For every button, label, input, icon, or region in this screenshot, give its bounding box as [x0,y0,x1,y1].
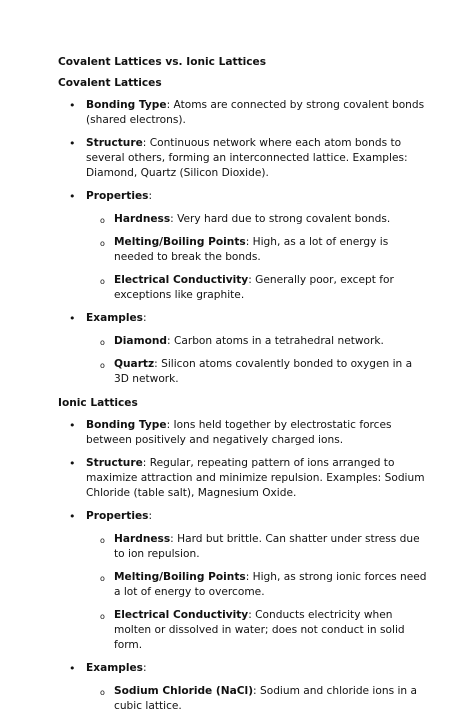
item-label: Bonding Type [86,99,167,111]
list-item [58,98,428,128]
list-item [58,136,428,181]
sub-bullet-icon: o [100,338,105,347]
subitem-text: : High, as a lot of energy is needed to break the bonds. [114,236,389,263]
examples-sublist [86,334,428,387]
document-body [58,55,428,722]
sub-list-item [86,532,428,562]
subitem-label: Quartz [114,358,155,370]
document-title: Covalent Lattices vs. Ionic Lattices [58,56,267,68]
item-text: : Ions held together by electrostatic forces between positively and negatively charged ions. [86,419,392,446]
list-item [58,456,428,501]
subitem-text: : High, as strong ionic forces need a lot of energy to overcome. [114,571,427,598]
item-text: : Regular, repeating pattern of ions arranged to maximize attraction and minimize repulsion. Examples: Sodium Chloride (table salt), Magnesium Oxide. [86,457,425,499]
sub-bullet-icon: o [100,574,105,583]
subitem-label: Melting/Boiling Points [114,571,246,583]
subitem-label: Melting/Boiling Points [114,236,246,248]
item-text: : [142,312,147,324]
subitem-label: Electrical Conductivity [114,274,249,286]
bullet-icon: • [69,419,76,432]
subitem-text: : Hard but brittle. Can shatter under stress due to ion repulsion. [114,533,420,560]
subitem-text: : Silicon atoms covalently bonded to oxygen in a 3D network. [114,358,413,385]
bullet-icon: • [69,190,76,203]
list-item [58,189,428,303]
item-text: : Continuous network where each atom bonds to several others, forming an interconnected lattice. Examples: Diamond, Quartz (Silicon Dioxide). [86,137,408,179]
list-item [58,311,428,387]
examples-sublist [86,684,428,714]
item-label: Bonding Type [86,419,167,431]
item-text: : [148,190,153,202]
bullet-icon: • [69,457,76,470]
list-item [58,418,428,448]
subitem-text: : Very hard due to strong covalent bonds. [170,213,391,225]
bullet-icon: • [69,312,76,325]
sub-list-item [86,357,428,387]
subitem-text: : Carbon atoms in a tetrahedral network. [167,335,384,347]
subitem-label: Diamond [114,335,168,347]
bullet-icon: • [69,510,76,523]
item-label: Structure [86,457,143,469]
item-text: : [148,510,153,522]
section-title-covalent: Covalent Lattices [58,77,162,89]
item-label: Structure [86,137,143,149]
sub-bullet-icon: o [100,239,105,248]
item-label: Examples [86,662,143,674]
item-label: Properties [86,190,149,202]
sub-list-item [86,212,428,227]
properties-sublist [86,212,428,303]
sub-bullet-icon: o [100,277,105,286]
bullet-icon: • [69,137,76,150]
sub-list-item [86,570,428,600]
sub-list-item [86,235,428,265]
section-title-ionic: Ionic Lattices [58,397,138,409]
subitem-label: Electrical Conductivity [114,609,249,621]
subitem-text: : Conducts electricity when molten or dissolved in water; does not conduct in solid form. [114,609,405,651]
properties-sublist [86,532,428,653]
sub-bullet-icon: o [100,612,105,621]
sub-bullet-icon: o [100,361,105,370]
sub-list-item [86,684,428,714]
sub-bullet-icon: o [100,216,105,225]
sub-list-item [86,334,428,349]
subitem-text: : Sodium and chloride ions in a cubic lattice. [114,685,417,712]
subitem-label: Hardness [114,533,171,545]
bullet-icon: • [69,662,76,675]
sub-bullet-icon: o [100,536,105,545]
item-text: : [142,662,147,674]
sub-list-item [86,273,428,303]
bullet-icon: • [69,99,76,112]
item-label: Properties [86,510,149,522]
subitem-text: : Generally poor, except for exceptions like graphite. [114,274,394,301]
subitem-label: Hardness [114,213,171,225]
ionic-list [58,418,428,714]
sub-bullet-icon: o [100,688,105,697]
item-label: Examples [86,312,143,324]
item-text: : Atoms are connected by strong covalent bonds (shared electrons). [86,99,425,126]
covalent-list [58,98,428,387]
list-item [58,509,428,653]
subitem-label: Sodium Chloride (NaCl) [114,685,254,697]
sub-list-item [86,608,428,653]
